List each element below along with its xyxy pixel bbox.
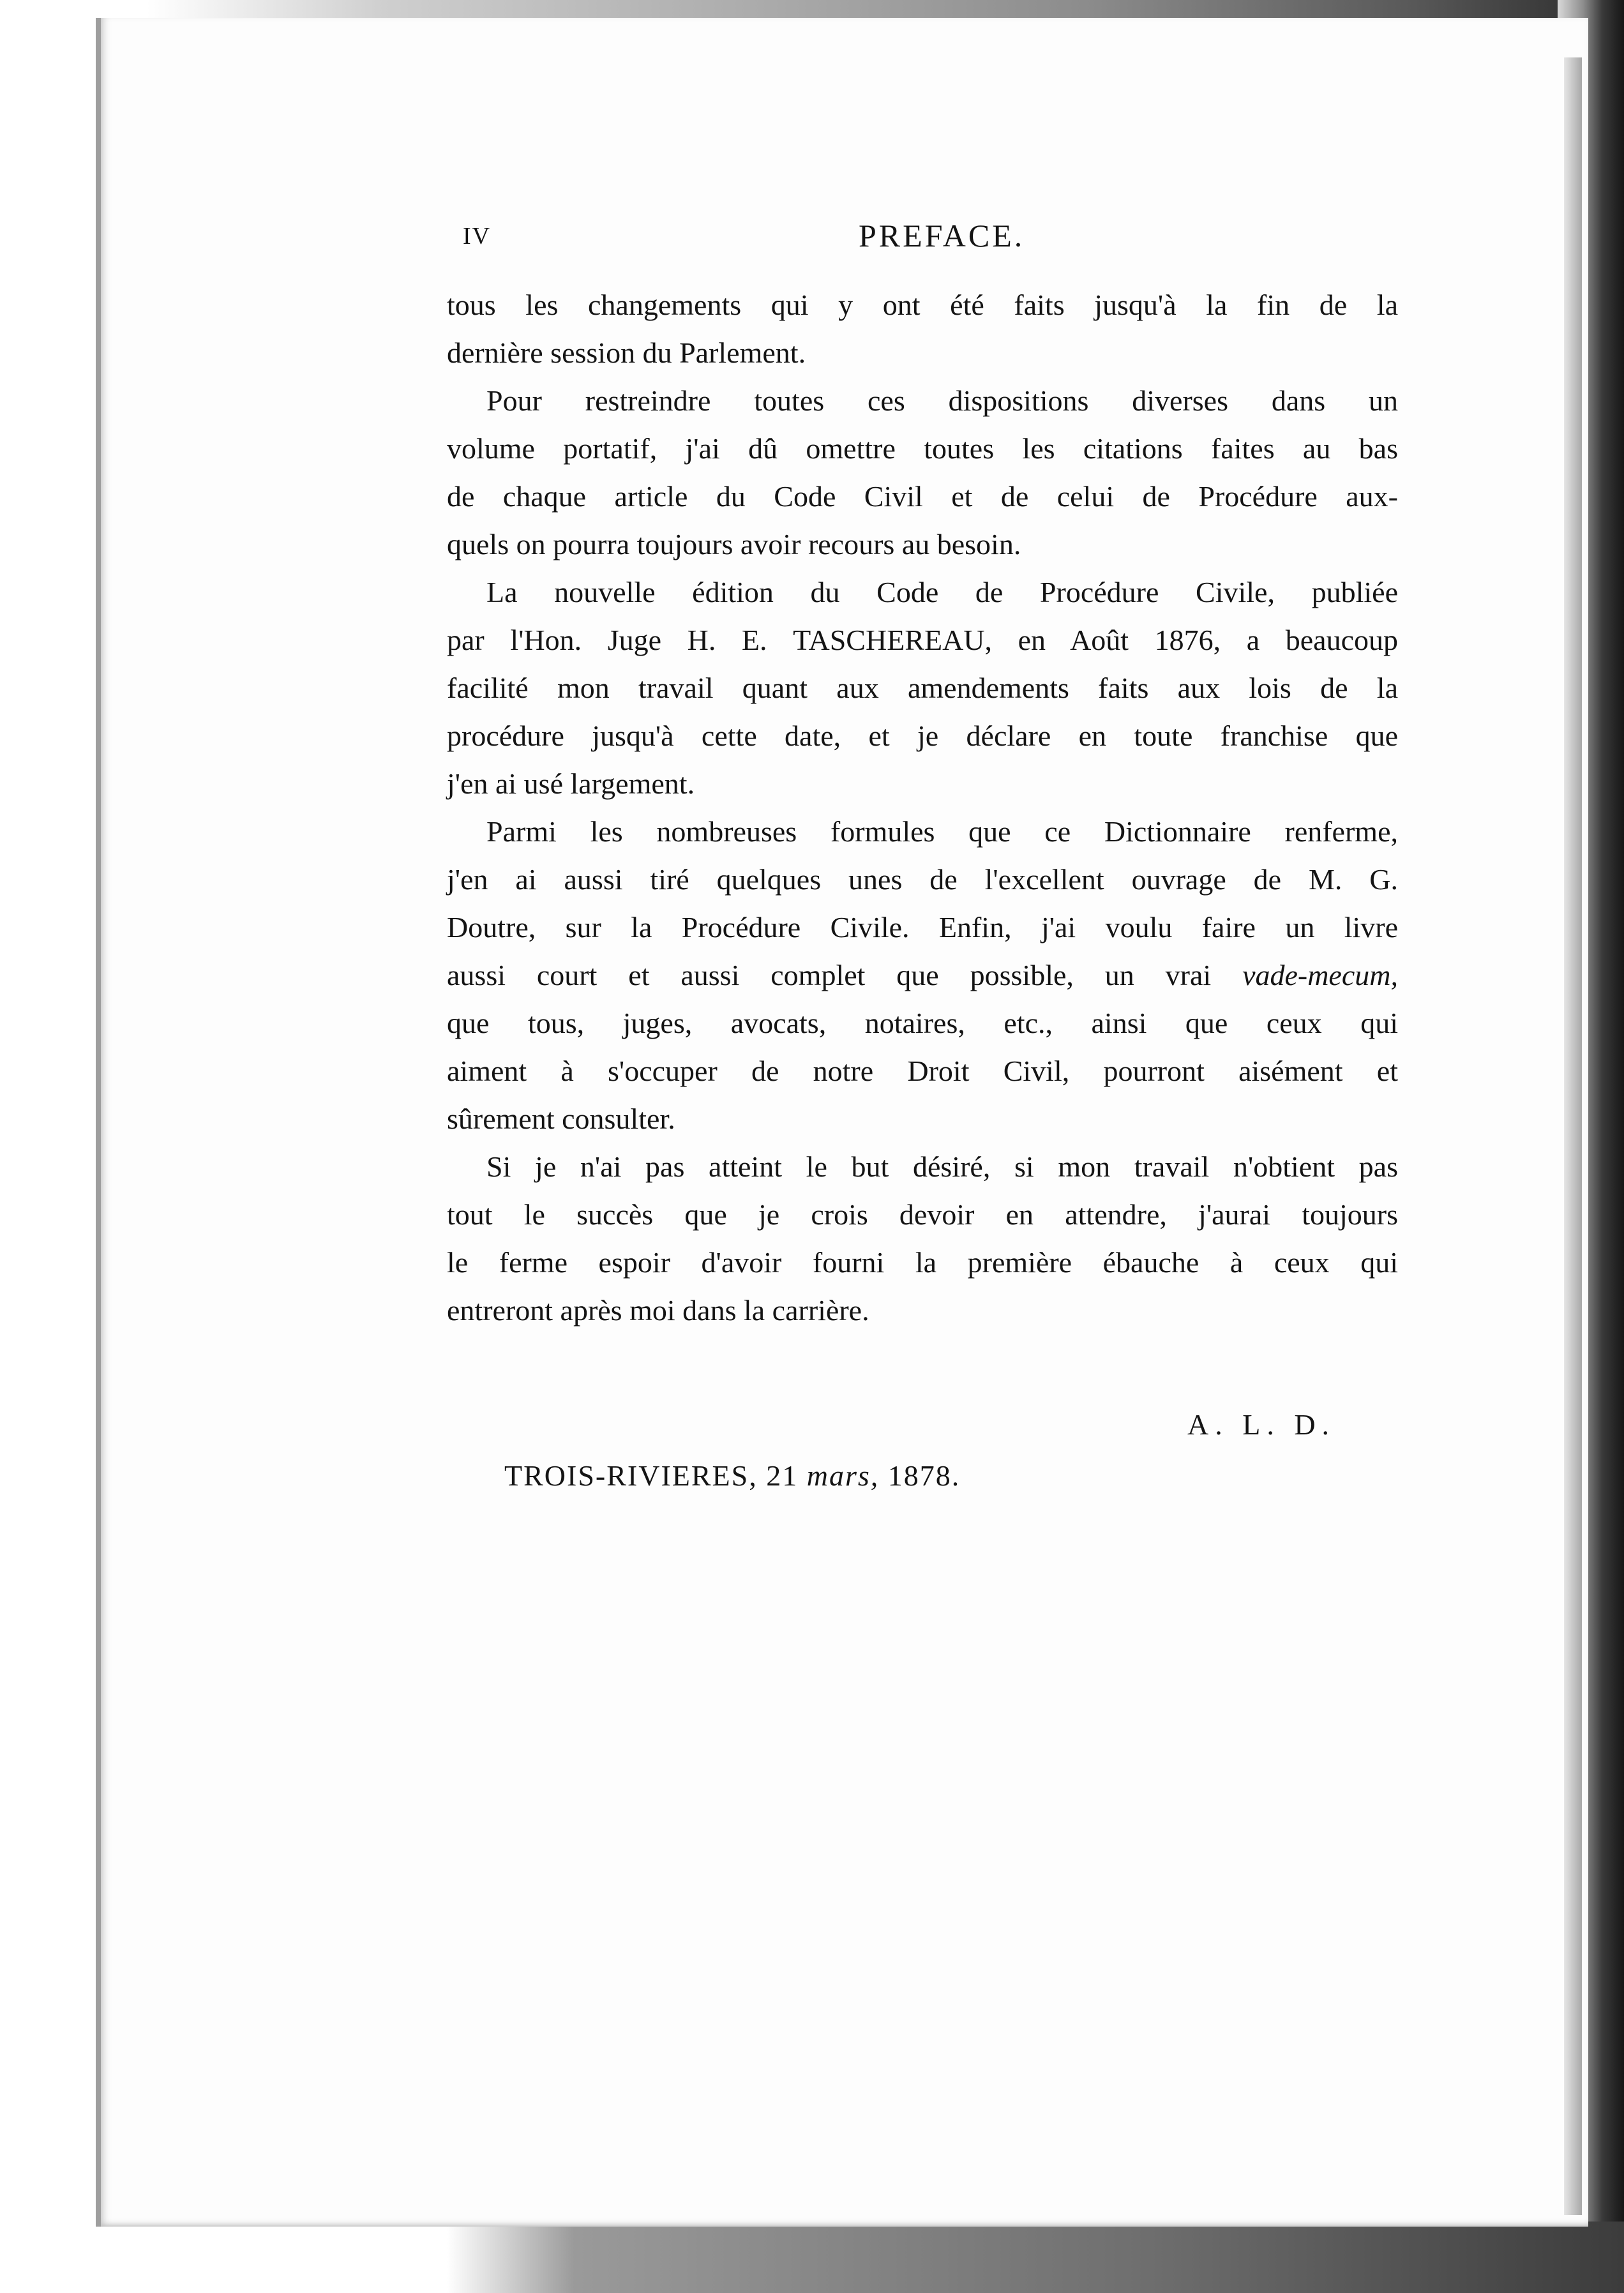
text-line (447, 951, 1398, 999)
text-line: que tous, juges, avocats, notaires, etc., ainsi que ceux qui (447, 1007, 1398, 1039)
text-line: Doutre, sur la Procédure Civile. Enfin, j'ai voulu faire un livre (447, 911, 1398, 944)
text-line: La nouvelle édition du Code de Procédure Civile, publiée (486, 576, 1398, 608)
text-line: sûrement consulter. (447, 1102, 675, 1135)
dateline-month: mars, (806, 1459, 880, 1492)
text-line: entreront après moi dans la carrière. (447, 1294, 869, 1327)
text-line: dernière session du Parlement. (447, 336, 806, 369)
text-line: facilité mon travail quant aux amendements faits aux lois de la (447, 672, 1398, 704)
dateline (504, 1459, 960, 1492)
italic-term: vade-mecum, (1242, 959, 1398, 991)
dateline-place: TROIS-RIVIERES, (504, 1459, 758, 1492)
text-line: tout le succès que je crois devoir en attendre, j'aurai toujours (447, 1198, 1398, 1231)
text-fragment: , en Août 1876, a beaucoup (984, 624, 1399, 656)
text-line: Pour restreindre toutes ces dispositions diverses dans un (486, 384, 1398, 417)
text-line: j'en ai aussi tiré quelques unes de l'excellent ouvrage de M. G. (447, 863, 1398, 896)
text-line: aiment à s'occuper de notre Droit Civil, pourront aisément et (447, 1055, 1398, 1087)
running-title: PREFACE. (859, 218, 1025, 253)
text-fragment: par l'Hon. Juge H. E. (447, 624, 767, 656)
text-line (447, 616, 1398, 664)
page-fold-shadow (1564, 57, 1582, 2215)
scan-border-bottom (0, 2222, 1624, 2293)
text-line: tous les changements qui y ont été faits jusqu'à la fin de la (447, 289, 1398, 321)
author-initials: A. L. D. (1187, 1408, 1336, 1441)
author-name: TASCHEREAU (793, 624, 985, 656)
text-line: Si je n'ai pas atteint le but désiré, si mon travail n'obtient pas (486, 1150, 1398, 1183)
text-line: le ferme espoir d'avoir fourni la première ébauche à ceux qui (447, 1246, 1398, 1279)
text-line: Parmi les nombreuses formules que ce Dictionnaire renferme, (486, 815, 1398, 848)
text-line: quels on pourra toujours avoir recours au besoin. (447, 528, 1021, 560)
text-line: procédure jusqu'à cette date, et je déclare en toute franchise que (447, 719, 1398, 752)
preface-body (447, 281, 1398, 1334)
dateline-year: 1878. (887, 1459, 961, 1492)
dateline-day: 21 (766, 1459, 799, 1492)
text-fragment: aussi court et aussi complet que possible, un vrai (447, 959, 1212, 991)
text-line: de chaque article du Code Civil et de celui de Procédure aux- (447, 480, 1398, 513)
text-line: volume portatif, j'ai dû omettre toutes les citations faites au bas (447, 432, 1398, 465)
page-header (463, 217, 1395, 274)
page-number: IV (463, 223, 492, 250)
text-line: j'en ai usé largement. (447, 767, 695, 800)
